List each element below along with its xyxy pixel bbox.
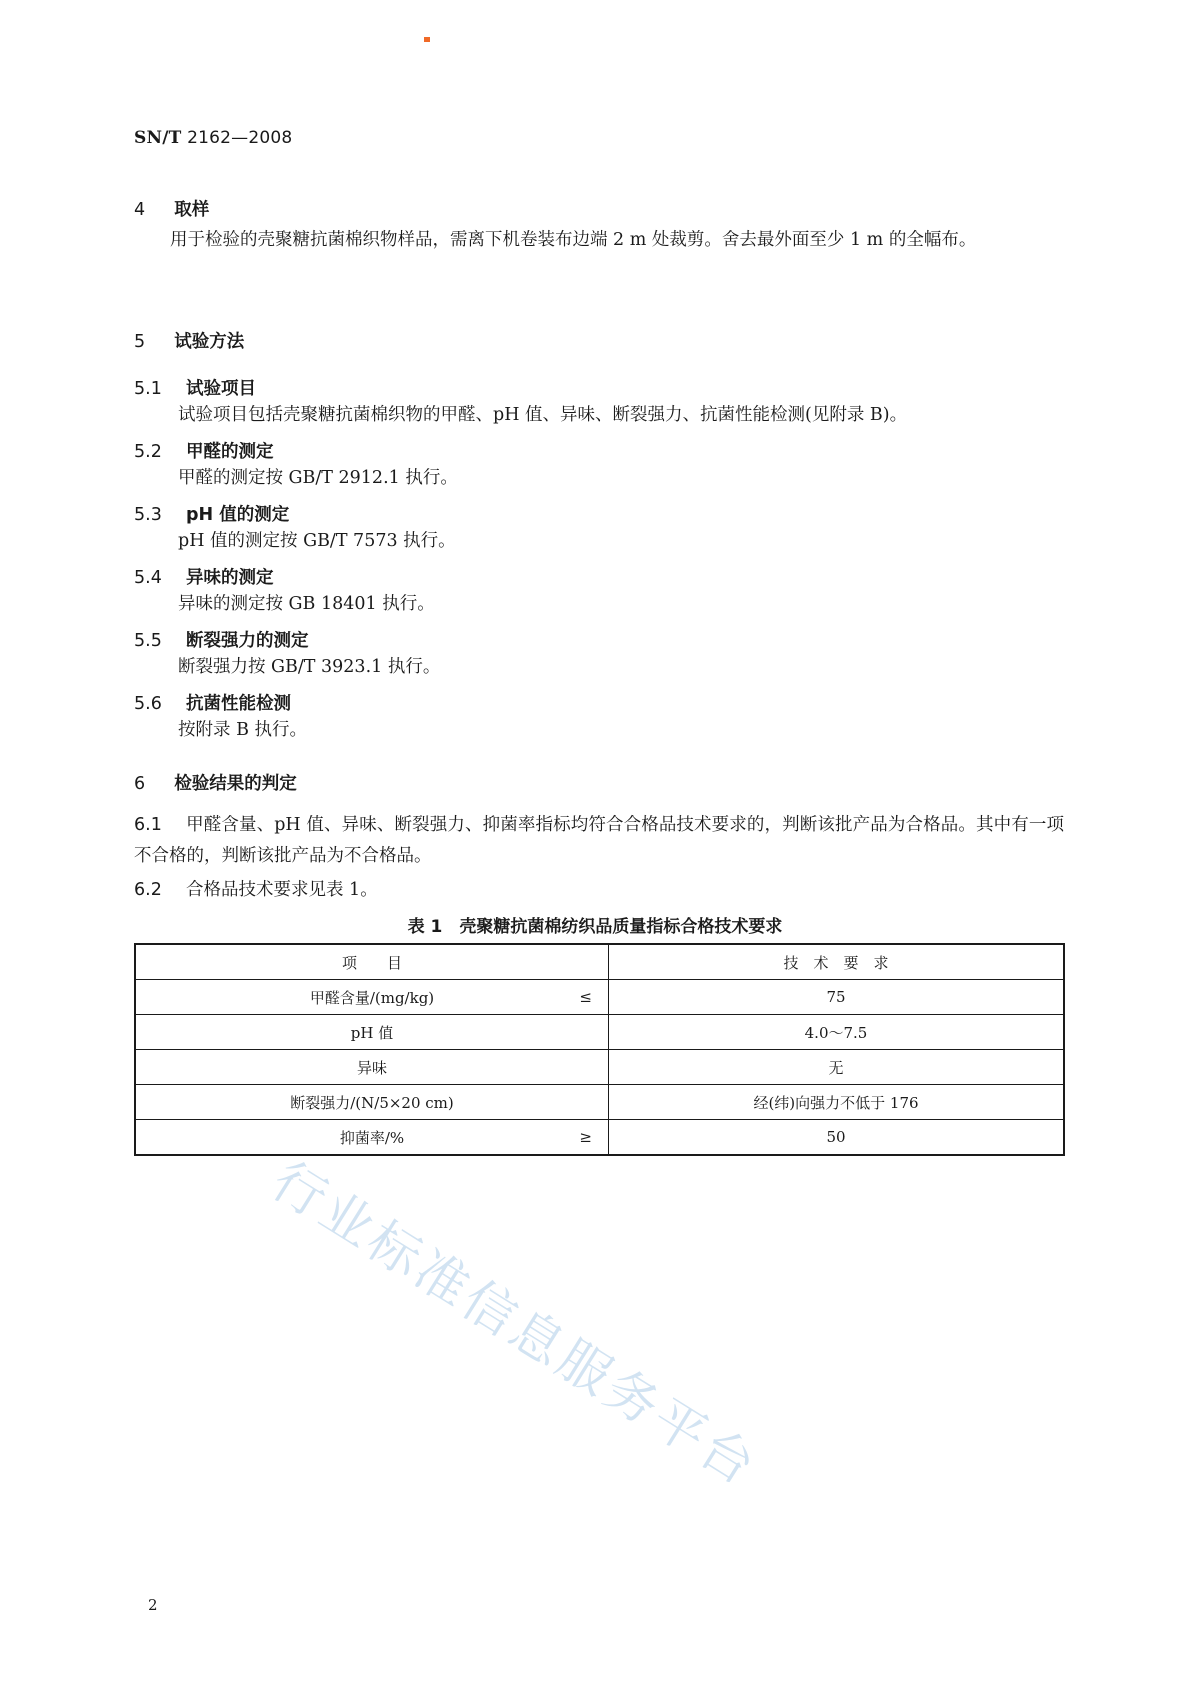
table-row [135, 1015, 1064, 1050]
table-row [135, 980, 1064, 1015]
table-cell-requirement: 4.0～7.5 [609, 1015, 1065, 1050]
section-4-text: 用于检验的壳聚糖抗菌棉织物样品，需离下机卷装布边端 2 m 处裁剪。舍去最外面至少 1 m 的全幅布。 [170, 230, 977, 250]
table-header-cell: 项 目 [135, 944, 609, 980]
section-5-1-heading: 5.1 试验项目 [134, 379, 256, 399]
table-cell-requirement: 50 [609, 1120, 1065, 1156]
table-cell-item: pH 值 [135, 1015, 609, 1050]
section-5-3-text: pH 值的测定按 GB/T 7573 执行。 [178, 531, 456, 551]
section-4-heading: 4 取样 [134, 200, 210, 220]
table-cell-requirement: 无 [609, 1050, 1065, 1085]
section-5-2-text: 甲醛的测定按 GB/T 2912.1 执行。 [178, 468, 458, 488]
section-5-4-heading: 5.4 异味的测定 [134, 568, 274, 588]
section-6-heading: 6 检验结果的判定 [134, 774, 297, 794]
table-cell-requirement: 75 [609, 980, 1065, 1015]
requirements-table [134, 943, 1065, 1156]
table-header-row [135, 944, 1064, 980]
section-5-5-text: 断裂强力按 GB/T 3923.1 执行。 [178, 657, 441, 677]
section-6-2-text: 6.2 合格品技术要求见表 1。 [134, 875, 378, 906]
table-header-cell: 技 术 要 求 [609, 944, 1065, 980]
orange-mark [424, 37, 430, 42]
table-row [135, 1085, 1064, 1120]
section-5-1-text: 试验项目包括壳聚糖抗菌棉织物的甲醛、pH 值、异味、断裂强力、抗菌性能检测(见附录 B)。 [178, 405, 908, 425]
table-cell-item: 断裂强力/(N/5×20 cm) [135, 1085, 609, 1120]
table-cell-item: 甲醛含量/(mg/kg) ≤ [135, 980, 609, 1015]
section-5-4-text: 异味的测定按 GB 18401 执行。 [178, 594, 435, 614]
section-5-6-text: 按附录 B 执行。 [178, 720, 307, 740]
table-cell-item: 异味 [135, 1050, 609, 1085]
section-6-1-text: 6.1 甲醛含量、pH 值、异味、断裂强力、抑菌率指标均符合合格品技术要求的，判断该批产品为合格品。其中有一项不合格的，判断该批产品为不合格品。 [134, 810, 1064, 872]
table-caption: 表 1 壳聚糖抗菌棉纺织品质量指标合格技术要求 [407, 917, 783, 937]
comparison-symbol: ≥ [579, 1128, 592, 1146]
section-6-1-number: 6.1 [134, 815, 162, 835]
section-5-3-heading: 5.3 pH 值的测定 [134, 505, 290, 525]
watermark: 行业标准信息服务平台 [261, 1151, 769, 1499]
page-number: 2 [148, 1596, 158, 1614]
table-row [135, 1050, 1064, 1085]
section-5-5-heading: 5.5 断裂强力的测定 [134, 631, 309, 651]
comparison-symbol: ≤ [579, 988, 592, 1006]
table-cell-requirement: 经(纬)向强力不低于 176 [609, 1085, 1065, 1120]
section-5-6-heading: 5.6 抗菌性能检测 [134, 694, 291, 714]
section-5-heading: 5 试验方法 [134, 332, 245, 352]
section-5-2-heading: 5.2 甲醛的测定 [134, 442, 274, 462]
standard-number: SN/T 2162—2008 [134, 128, 293, 148]
section-6-2-number: 6.2 [134, 880, 162, 900]
table-cell-item: 抑菌率/% ≥ [135, 1120, 609, 1156]
table-row [135, 1120, 1064, 1156]
